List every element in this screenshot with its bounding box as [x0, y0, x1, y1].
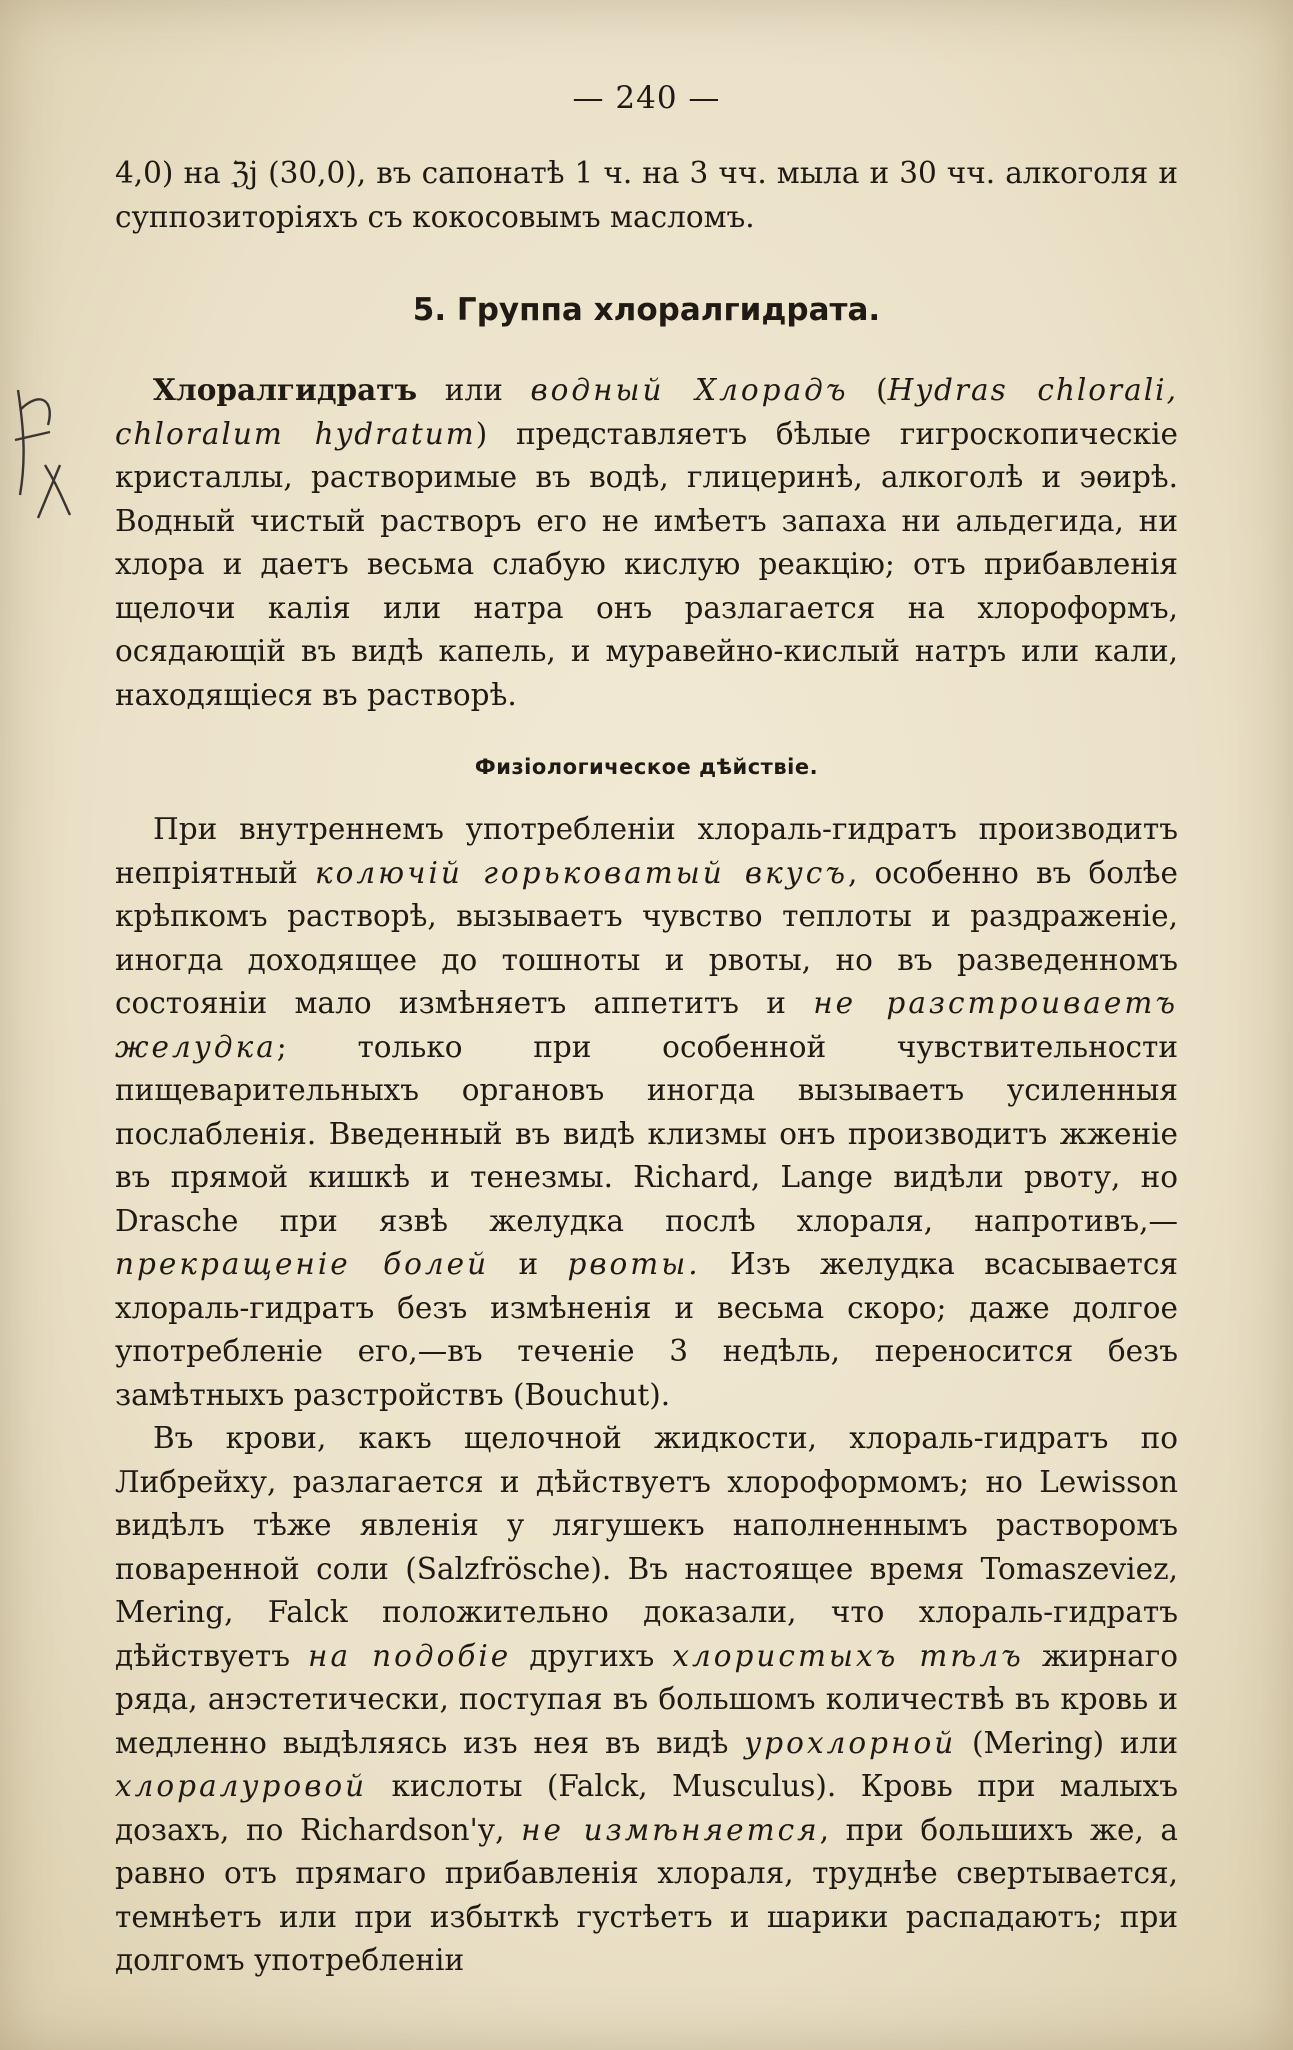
emphasis-latin-name: Hydras chlorali, chloralum hydratum — [115, 373, 1178, 451]
text-segment: ) представляетъ бѣлые гигроскопическіе кристаллы, растворимые въ водѣ, глицеринѣ, алкоголѣ и эѳирѣ. Водный чистый растворъ его не имѣетъ запаха ни альдегида, ни хлора и даетъ весьма слабую кислую реакцію; отъ прибавленія щелочи калія или натра онъ разлагается на хлороформъ, осядающій въ видѣ капель, и муравейно-кислый натръ или кали, находящіеся въ растворѣ. — [115, 416, 1178, 712]
text-segment: , особенно въ болѣе крѣпкомъ растворѣ, вызываетъ чувство теплоты и раздраженіе, иногда доходящее до тошноты и рвоты, но въ разведенномъ состояніи мало измѣняетъ аппетитъ и — [115, 855, 1178, 1020]
physiology-paragraph-1 — [115, 808, 1178, 1417]
emphasis-text: рвоты. — [567, 1247, 701, 1281]
subheading-physiology: Физіологическое дѣйствіе. — [474, 755, 819, 779]
text-segment: Въ крови, какъ щелочной жидкости, хлораль-гидратъ по Либрейху, разлагается и дѣйствуетъ хлороформомъ; но Lewisson видѣлъ тѣже явленія у лягушекъ наполненнымъ растворомъ поваренной соли (Salzfrösche). Въ настоящее время Tomaszeviez, Mering, Falck положительно доказали, что хлораль-гидратъ дѣйствуетъ — [115, 1421, 1178, 1673]
emphasis-text: на подобіе — [308, 1638, 512, 1673]
section-title: 5. Группа хлоралгидрата. — [412, 292, 881, 328]
chloral-paragraph — [115, 368, 1178, 717]
emphasis-text: не разстроиваетъ желудка — [115, 986, 1178, 1064]
emphasis-text: колючій горьковатый вкусъ — [314, 855, 848, 890]
text-segment: (Mering) или — [956, 1725, 1178, 1760]
emphasis-synonym: водный Хлорадъ — [530, 373, 849, 407]
handwritten-margin-note — [10, 370, 90, 520]
text-segment: Изъ желудка всасывается хлораль-гидратъ безъ измѣненія и весьма скоро; даже долгое употребленіе его,—въ теченіе 3 недѣль, переносится безъ замѣтныхъ разстройствъ (Bouchut). — [115, 1247, 1178, 1412]
emphasis-text: хлористыхъ тѣлъ — [672, 1638, 1024, 1673]
intro-paragraph — [115, 152, 1178, 239]
term-chloral-hydrate: Хлоралгидратъ — [153, 372, 418, 407]
text-segment: , при большихъ же, а равно отъ прямаго прибавленія хлораля, труднѣе свертывается, темнѣетъ или при избыткѣ густѣетъ и шарики распадаютъ; при долгомъ употребленіи — [115, 1812, 1179, 1977]
emphasis-text: урохлорной — [744, 1725, 957, 1760]
physiology-section — [115, 808, 1178, 1983]
page-number: — 240 — — [572, 80, 721, 116]
physiology-paragraph-2 — [115, 1417, 1178, 1983]
text-segment: и — [489, 1247, 568, 1281]
emphasis-text: хлоралуровой — [115, 1769, 368, 1803]
text-segment: другихъ — [511, 1638, 673, 1673]
text-segment: ; только при особенной чувствительности пищеварительныхъ органовъ иногда вызываетъ усиленныя послабленія. Введенный въ видѣ клизмы онъ производитъ жженіе въ прямой кишкѣ и тенезмы. Richard, Lange видѣли рвоту, но Drasche при язвѣ желудка послѣ хлораля, напротивъ,— — [115, 1029, 1178, 1238]
text-segment: или — [417, 373, 531, 407]
emphasis-text: прекращеніе болей — [115, 1247, 490, 1281]
text-segment: ( — [848, 373, 888, 407]
emphasis-text: не измѣняется — [521, 1812, 820, 1847]
text-segment: При внутреннемъ употребленіи хлораль-гидратъ производитъ непріятный — [115, 812, 1178, 890]
text-segment: жирнаго ряда, анэстетически, поступая въ большомъ количествѣ въ кровь и медленно выдѣляясь изъ нея въ видѣ — [115, 1638, 1178, 1760]
intro-text: 4,0) на ℨj (30,0), въ сапонатѣ 1 ч. на 3 чч. мыла и 30 чч. алкоголя и суппозиторіяхъ съ кокосовымъ масломъ. — [115, 156, 1178, 234]
text-segment: кислоты (Falck, Musculus). Кровь при малыхъ дозахъ, по Richardson'у, — [115, 1769, 1178, 1847]
